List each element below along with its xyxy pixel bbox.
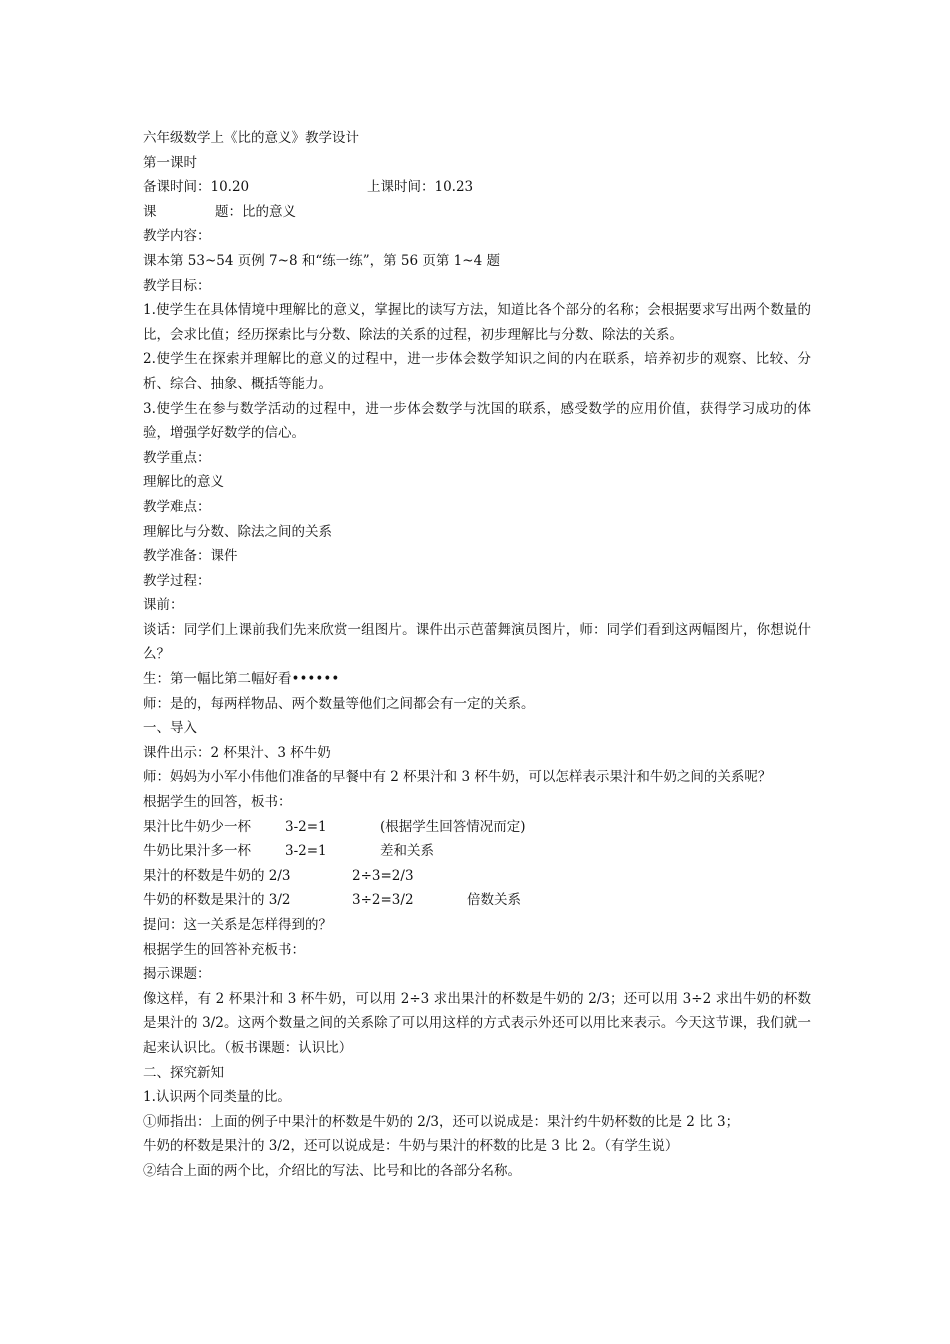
- ask-text: 提问：这一关系是怎样得到的？: [143, 917, 332, 933]
- board-row: [143, 864, 811, 889]
- point-text: ②结合上面的两个比，介绍比的写法、比号和比的各部分名称。: [143, 1162, 521, 1179]
- lesson-label: 第一课时: [143, 154, 197, 171]
- content-heading: 教学内容：: [143, 228, 211, 245]
- supplement-text: 根据学生的回答补充板书：: [143, 941, 305, 958]
- section-heading: 二、探究新知: [143, 1064, 224, 1081]
- document-title: 六年级数学上《比的意义》教学设计: [143, 130, 359, 146]
- board-cell: 3-2=1: [285, 843, 327, 860]
- point-text: ①师指出：上面的例子中果汁的杯数是牛奶的 2/3，还可以说成是：果汁约牛奶杯数的比是 2 比 3；: [143, 1113, 740, 1130]
- time-row: [143, 175, 811, 200]
- point-text: 牛奶的杯数是果汁的 3/2，还可以说成是：牛奶与果汁的杯数的比是 3 比 2。（有学生说）: [143, 1138, 679, 1155]
- talk-paragraph: 谈话：同学们上课前我们先来欣赏一组图片。课件出示芭蕾舞演员图片，师：同学们看到这两幅图片，你想说什么？: [143, 621, 811, 663]
- topic-label: 课: [143, 203, 157, 220]
- reveal-heading: 揭示课题：: [143, 966, 211, 983]
- topic-text: 题：比的意义: [215, 203, 296, 220]
- board-row: [143, 839, 811, 864]
- board-cell: 倍数关系: [467, 892, 521, 909]
- process-heading: 教学过程：: [143, 572, 211, 589]
- topic-row: [143, 200, 811, 225]
- board-cell: (根据学生回答情况而定): [380, 818, 526, 835]
- board-cell: 果汁比牛奶少一杯: [143, 818, 251, 835]
- difficulty-text: 理解比与分数、除法之间的关系: [143, 523, 332, 540]
- board-cell: 果汁的杯数是牛奶的 2/3: [143, 867, 291, 884]
- class-time: 上课时间：10.23: [367, 179, 474, 196]
- prep-time: 备课时间：10.20: [143, 179, 250, 196]
- board-row: [143, 815, 811, 840]
- goal-paragraph: 2.使学生在探索并理解比的意义的过程中，进一步体会数学知识之间的内在联系，培养初步的观察、比较、分析、综合、抽象、概括等能力。: [143, 351, 811, 392]
- difficulty-heading: 教学难点：: [143, 498, 211, 515]
- board-cell: 牛奶比果汁多一杯: [143, 843, 251, 860]
- board-cell: 2÷3=2/3: [352, 867, 414, 884]
- board-cell: 3÷2=3/2: [352, 892, 414, 909]
- board-cell: 牛奶的杯数是果汁的 3/2: [143, 892, 291, 909]
- content-text: 课本第 53~54 页例 7~8 和“练一练”，第 56 页第 1~4 题: [143, 252, 500, 269]
- teacher-reply: 师：是的，每两样物品、两个数量等他们之间都会有一定的关系。: [143, 695, 535, 712]
- key-text: 理解比的意义: [143, 474, 224, 491]
- courseware-text: 课件出示：2 杯果汁、3 杯牛奶: [143, 744, 331, 761]
- goals-heading: 教学目标：: [143, 277, 211, 294]
- before-class-label: 课前：: [143, 597, 184, 614]
- goal-paragraph: 3.使学生在参与数学活动的过程中，进一步体会数学与沈国的联系，感受数学的应用价值，获得学习成功的体验，增强学好数学的信心。: [143, 400, 811, 442]
- subsection-heading: 1.认识两个同类量的比。: [143, 1089, 291, 1106]
- question-paragraph: 师：妈妈为小军小伟他们准备的早餐中有 2 杯果汁和 3 杯牛奶，可以怎样表示果汁和牛奶之间的关系呢？: [143, 769, 772, 786]
- board-row: [143, 888, 811, 913]
- board-cell: 3-2=1: [285, 818, 327, 835]
- section-heading: 一、导入: [143, 720, 197, 737]
- board-intro: 根据学生的回答，板书：: [143, 794, 292, 811]
- goal-paragraph: 1.使学生在具体情境中理解比的意义，掌握比的读写方法，知道比各个部分的名称；会根据要求写出两个数量的比，会求比值；经历探索比与分数、除法的关系的过程，初步理解比与分数、除法的关系。: [143, 302, 811, 343]
- reveal-paragraph: 像这样，有 2 杯果汁和 3 杯牛奶，可以用 2÷3 求出果汁的杯数是牛奶的 2/3；还可以用 3÷2 求出牛奶的杯数是果汁的 3/2。这两个数量之间的关系除了可以用这样的方式表示外还可以用比来表示。今天这节课，我们就一起来认识比。（板书课题：认识比）: [143, 990, 811, 1056]
- key-heading: 教学重点：: [143, 449, 211, 466]
- student-reply: 生：第一幅比第二幅好看••••••: [143, 671, 340, 688]
- document-body: [143, 126, 811, 1184]
- board-cell: 差和关系: [380, 843, 434, 860]
- prep-heading: 教学准备：课件: [143, 548, 238, 565]
